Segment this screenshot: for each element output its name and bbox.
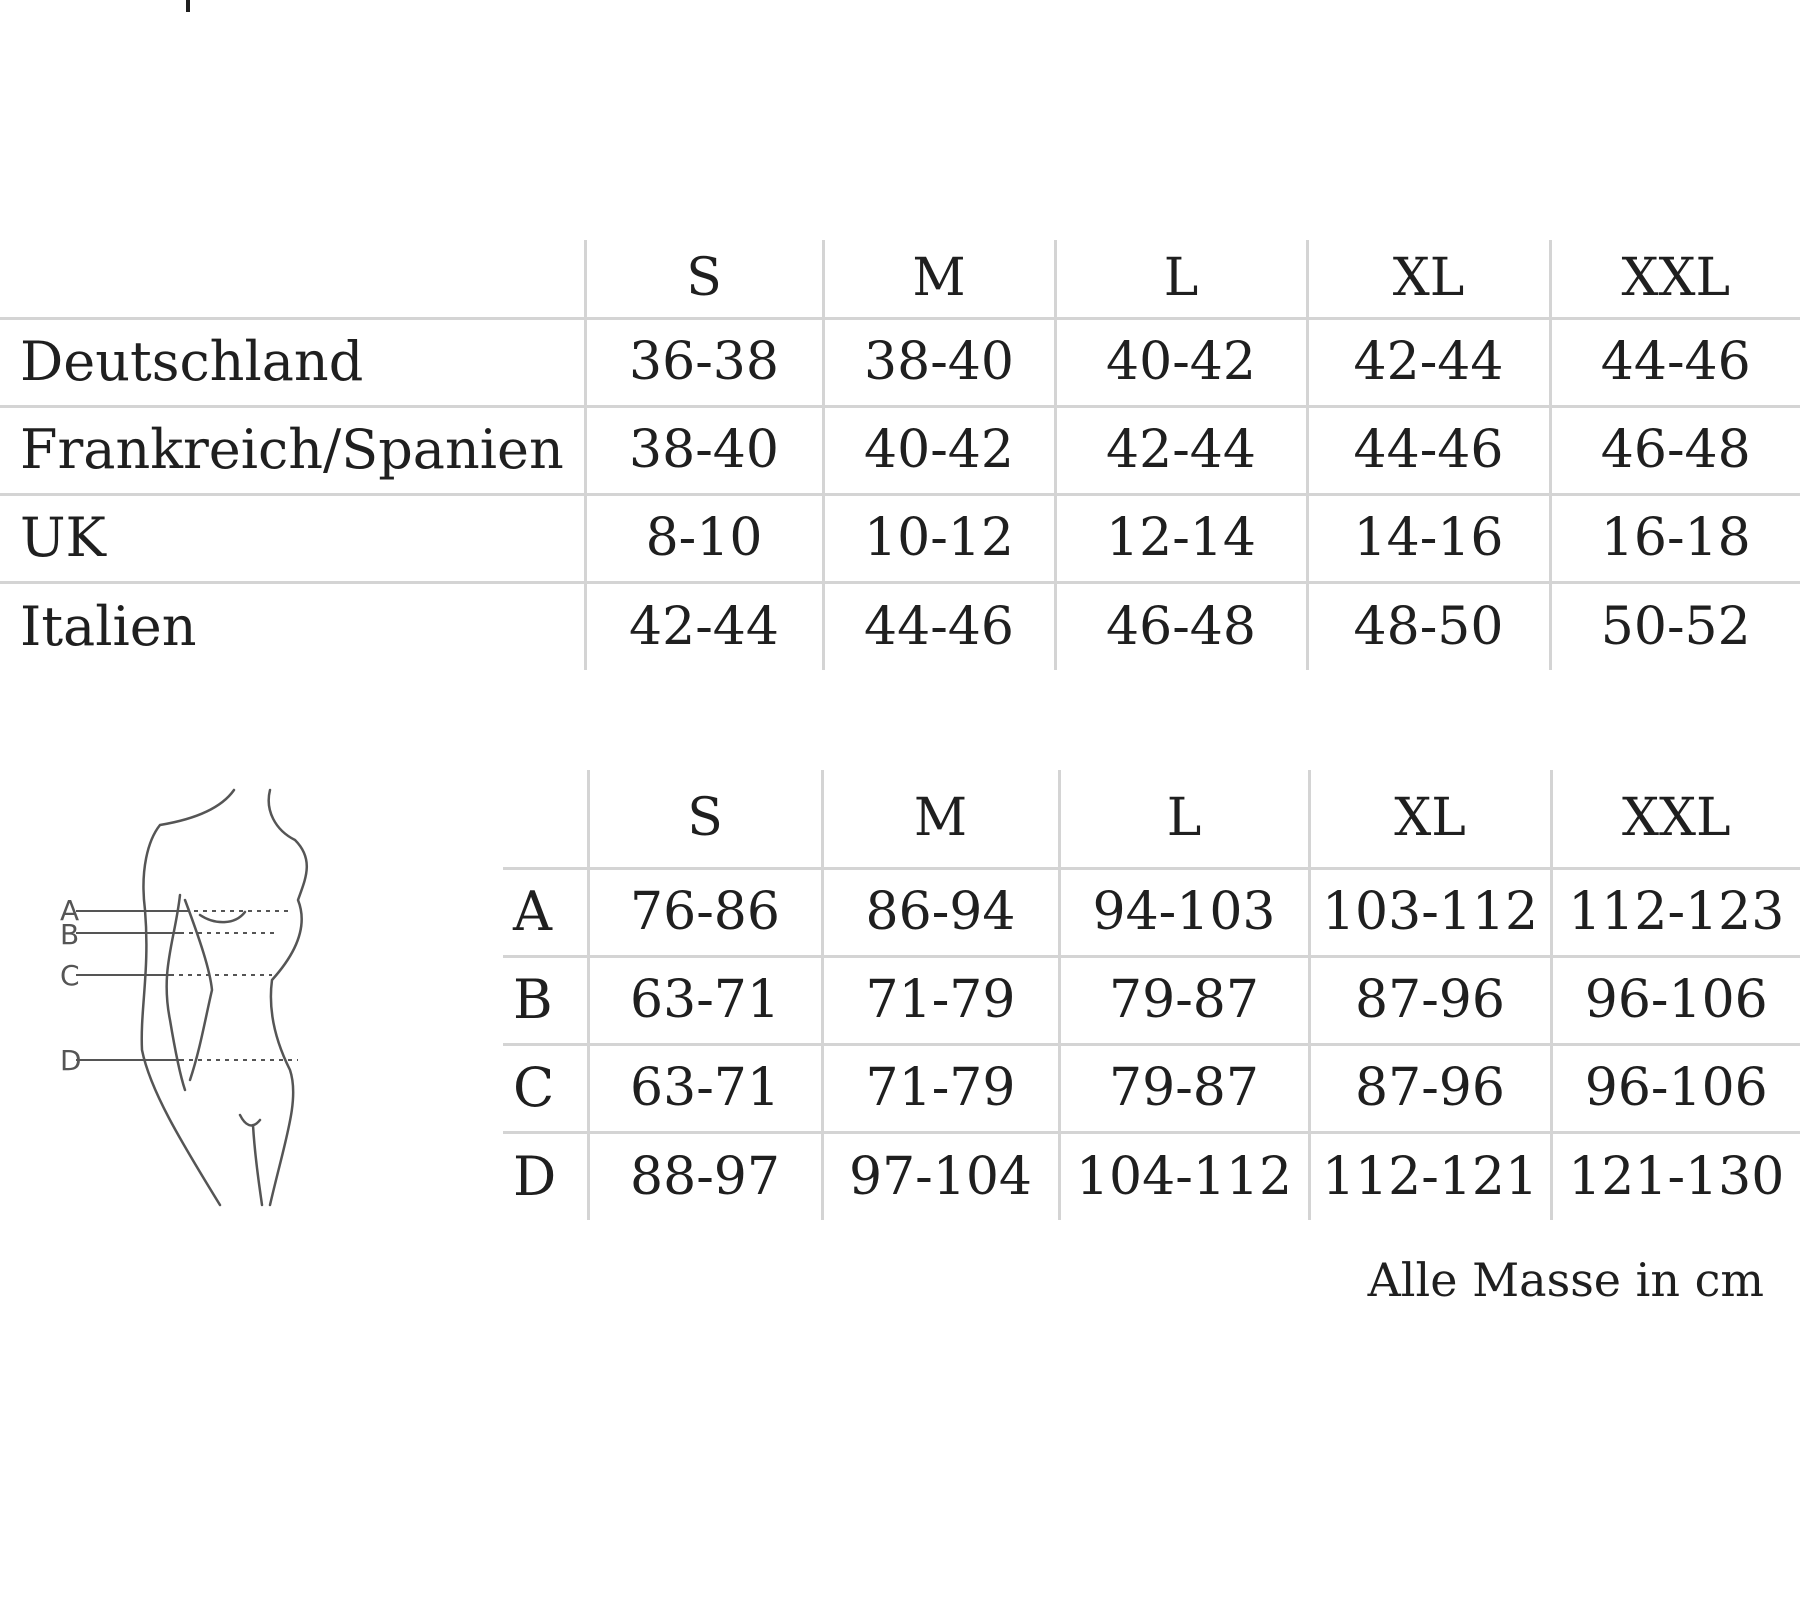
- figure-label-d: D: [60, 1044, 82, 1077]
- table-row: [0, 406, 1800, 494]
- size-conversion-table: [0, 240, 1800, 670]
- row-label: C: [503, 1044, 588, 1132]
- table-cell: 88-97: [588, 1132, 822, 1220]
- table-cell: 16-18: [1550, 494, 1800, 582]
- header-size: S: [588, 770, 822, 868]
- header-size: L: [1059, 770, 1309, 868]
- figure-leg-line: [240, 1115, 262, 1205]
- table-cell: 8-10: [585, 494, 823, 582]
- table-cell: 76-86: [588, 868, 822, 956]
- header-empty-cell: [0, 240, 585, 318]
- table-cell: 42-44: [1055, 406, 1307, 494]
- table-cell: 42-44: [585, 582, 823, 670]
- figure-label-a: A: [60, 894, 80, 927]
- table-cell: 42-44: [1307, 318, 1550, 406]
- table-cell: 40-42: [1055, 318, 1307, 406]
- table-cell: 46-48: [1550, 406, 1800, 494]
- body-measurement-figure: [50, 780, 330, 1220]
- table-cell: 87-96: [1309, 1044, 1551, 1132]
- header-size: XXL: [1550, 240, 1800, 318]
- header-size: S: [585, 240, 823, 318]
- table-cell: 112-123: [1551, 868, 1800, 956]
- table-cell: 96-106: [1551, 956, 1800, 1044]
- table-cell: 71-79: [822, 1044, 1059, 1132]
- table-row: [503, 868, 1800, 956]
- table-cell: 44-46: [1307, 406, 1550, 494]
- header-empty-cell: [503, 770, 588, 868]
- table-cell: 14-16: [1307, 494, 1550, 582]
- table-cell: 44-46: [823, 582, 1055, 670]
- table-cell: 63-71: [588, 1044, 822, 1132]
- unit-note: Alle Masse in cm: [1367, 1253, 1764, 1307]
- cropped-text-fragment: [186, 0, 190, 12]
- table-cell: 103-112: [1309, 868, 1551, 956]
- table-cell: 87-96: [1309, 956, 1551, 1044]
- table-header-row: [0, 240, 1800, 318]
- table-cell: 36-38: [585, 318, 823, 406]
- row-label: Frankreich/Spanien: [0, 406, 585, 494]
- table-cell: 63-71: [588, 956, 822, 1044]
- row-label: Italien: [0, 582, 585, 670]
- row-label: A: [503, 868, 588, 956]
- table-row: [503, 1132, 1800, 1220]
- table-cell: 38-40: [823, 318, 1055, 406]
- table-cell: 10-12: [823, 494, 1055, 582]
- figure-label-b: B: [60, 918, 80, 951]
- measurement-table: [503, 770, 1800, 1220]
- table-row: [0, 582, 1800, 670]
- figure-label-c: C: [60, 959, 80, 992]
- table-cell: 40-42: [823, 406, 1055, 494]
- table-cell: 38-40: [585, 406, 823, 494]
- table-cell: 79-87: [1059, 956, 1309, 1044]
- table-cell: 12-14: [1055, 494, 1307, 582]
- table-cell: 46-48: [1055, 582, 1307, 670]
- table-cell: 104-112: [1059, 1132, 1309, 1220]
- table-cell: 79-87: [1059, 1044, 1309, 1132]
- header-size: XXL: [1551, 770, 1800, 868]
- figure-chest: [200, 912, 245, 922]
- figure-outline-front: [269, 790, 307, 1205]
- table-header-row: [503, 770, 1800, 868]
- table-row: [503, 1044, 1800, 1132]
- table-cell: 121-130: [1551, 1132, 1800, 1220]
- table-cell: 112-121: [1309, 1132, 1551, 1220]
- figure-outline-back: [142, 790, 234, 1205]
- row-label: UK: [0, 494, 585, 582]
- header-size: M: [822, 770, 1059, 868]
- table-row: [0, 318, 1800, 406]
- header-size: M: [823, 240, 1055, 318]
- figure-arm-inner: [185, 900, 212, 1080]
- header-size: XL: [1309, 770, 1551, 868]
- table-cell: 44-46: [1550, 318, 1800, 406]
- table-cell: 97-104: [822, 1132, 1059, 1220]
- table-cell: 86-94: [822, 868, 1059, 956]
- table-row: [0, 494, 1800, 582]
- table-row: [503, 956, 1800, 1044]
- table-cell: 50-52: [1550, 582, 1800, 670]
- table-cell: 94-103: [1059, 868, 1309, 956]
- table-cell: 71-79: [822, 956, 1059, 1044]
- row-label: B: [503, 956, 588, 1044]
- table-cell: 96-106: [1551, 1044, 1800, 1132]
- table-cell: 48-50: [1307, 582, 1550, 670]
- header-size: XL: [1307, 240, 1550, 318]
- header-size: L: [1055, 240, 1307, 318]
- row-label: D: [503, 1132, 588, 1220]
- row-label: Deutschland: [0, 318, 585, 406]
